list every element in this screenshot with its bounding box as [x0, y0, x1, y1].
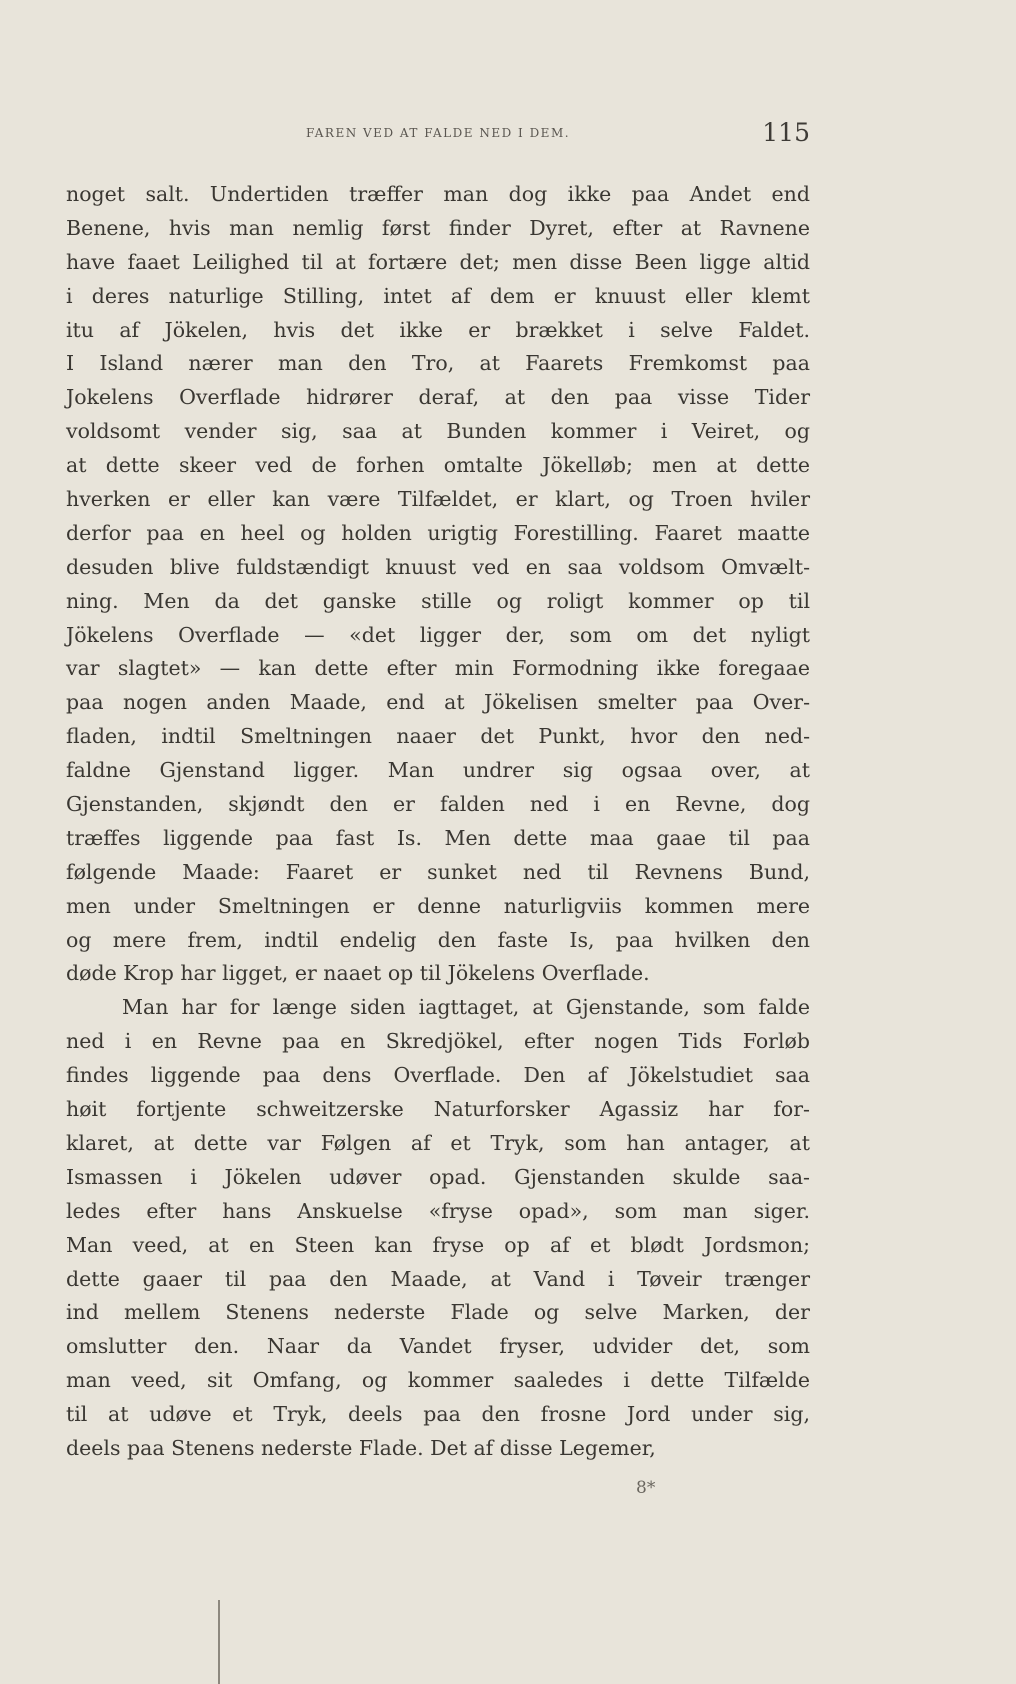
text-line: ned i en Revne paa en Skredjökel, efter nogen Tids Forløb [66, 1029, 810, 1054]
page-number: 115 [762, 118, 810, 147]
text-line: derfor paa en heel og holden urigtig Forestilling. Faaret maatte [66, 520, 810, 545]
text-line: omslutter den. Naar da Vandet fryser, udvider det, som [66, 1334, 810, 1359]
text-line: faldne Gjenstand ligger. Man undrer sig ogsaa over, at [66, 758, 810, 783]
text-line: findes liggende paa dens Overflade. Den af Jökelstudiet saa [66, 1063, 810, 1088]
text-line: I Island nærer man den Tro, at Faarets Fremkomst paa [66, 351, 810, 376]
text-line: Ismassen i Jökelen udøver opad. Gjenstanden skulde saa- [66, 1164, 810, 1189]
text-line: hverken er eller kan være Tilfældet, er klart, og Troen hviler [66, 487, 810, 512]
text-line: ledes efter hans Anskuelse «fryse opad», som man siger. [66, 1198, 810, 1223]
signature-mark: 8* [636, 1478, 656, 1498]
text-line: ind mellem Stenens nederste Flade og selve Marken, der [66, 1300, 810, 1325]
running-title: FAREN VED AT FALDE NED I DEM. [305, 126, 571, 140]
text-line: noget salt. Undertiden træffer man dog ikke paa Andet end [66, 182, 810, 206]
text-line: man veed, sit Omfang, og kommer saaledes i dette Tilfælde [66, 1368, 810, 1393]
text-line: paa nogen anden Maade, end at Jökelisen smelter paa Over- [66, 690, 810, 715]
text-line: følgende Maade: Faaret er sunket ned til Revnens Bund, [66, 859, 810, 884]
paragraph-2 [66, 991, 810, 1465]
text-line: Jokelens Overflade hidrører deraf, at den paa visse Tider [66, 385, 810, 410]
text-line: Gjenstanden, skjøndt den er falden ned i en Revne, dog [66, 792, 810, 817]
running-head [66, 118, 810, 158]
text-line: ning. Men da det ganske stille og roligt kommer op til [66, 588, 810, 613]
text-line: Man veed, at en Steen kan fryse op af et blødt Jordsmon; [66, 1232, 810, 1257]
text-line: voldsomt vender sig, saa at Bunden kommer i Veiret, og [66, 419, 810, 444]
text-line: døde Krop har ligget, er naaet op til Jökelens Overflade. [66, 961, 650, 986]
page-crease-line [218, 1600, 220, 1684]
paragraph-1 [66, 178, 810, 991]
text-line: dette gaaer til paa den Maade, at Vand i Tøveir trænger [66, 1266, 810, 1291]
text-line: men under Smeltningen er denne naturligviis kommen mere [66, 893, 810, 918]
text-line: Benene, hvis man nemlig først finder Dyret, efter at Ravnene [66, 215, 810, 240]
text-line: træffes liggende paa fast Is. Men dette maa gaae til paa [66, 825, 810, 850]
text-line: at dette skeer ved de forhen omtalte Jökelløb; men at dette [66, 453, 810, 478]
text-line: var slagtet» — kan dette efter min Formodning ikke foregaae [66, 656, 810, 681]
text-line: høit fortjente schweitzerske Naturforsker Agassiz har for- [66, 1097, 810, 1122]
text-line: og mere frem, indtil endelig den faste Is, paa hvilken den [66, 927, 810, 952]
text-line: Jökelens Overflade — «det ligger der, som om det nyligt [66, 622, 810, 647]
text-line: deels paa Stenens nederste Flade. Det af disse Legemer, [66, 1435, 656, 1460]
body-text [66, 178, 810, 1466]
text-line: i deres naturlige Stilling, intet af dem er knuust eller klemt [66, 283, 810, 308]
text-line: itu af Jökelen, hvis det ikke er brækket i selve Faldet. [66, 317, 810, 342]
text-line: Man har for længe siden iagttaget, at Gjenstande, som falde [122, 995, 810, 1020]
text-line: fladen, indtil Smeltningen naaer det Punkt, hvor den ned- [66, 724, 810, 749]
text-line: have faaet Leilighed til at fortære det; men disse Been ligge altid [66, 249, 810, 274]
text-line: til at udøve et Tryk, deels paa den frosne Jord under sig, [66, 1402, 810, 1427]
text-line: klaret, at dette var Følgen af et Tryk, som han antager, at [66, 1130, 810, 1155]
text-line: desuden blive fuldstændigt knuust ved en saa voldsom Omvælt- [66, 554, 810, 579]
